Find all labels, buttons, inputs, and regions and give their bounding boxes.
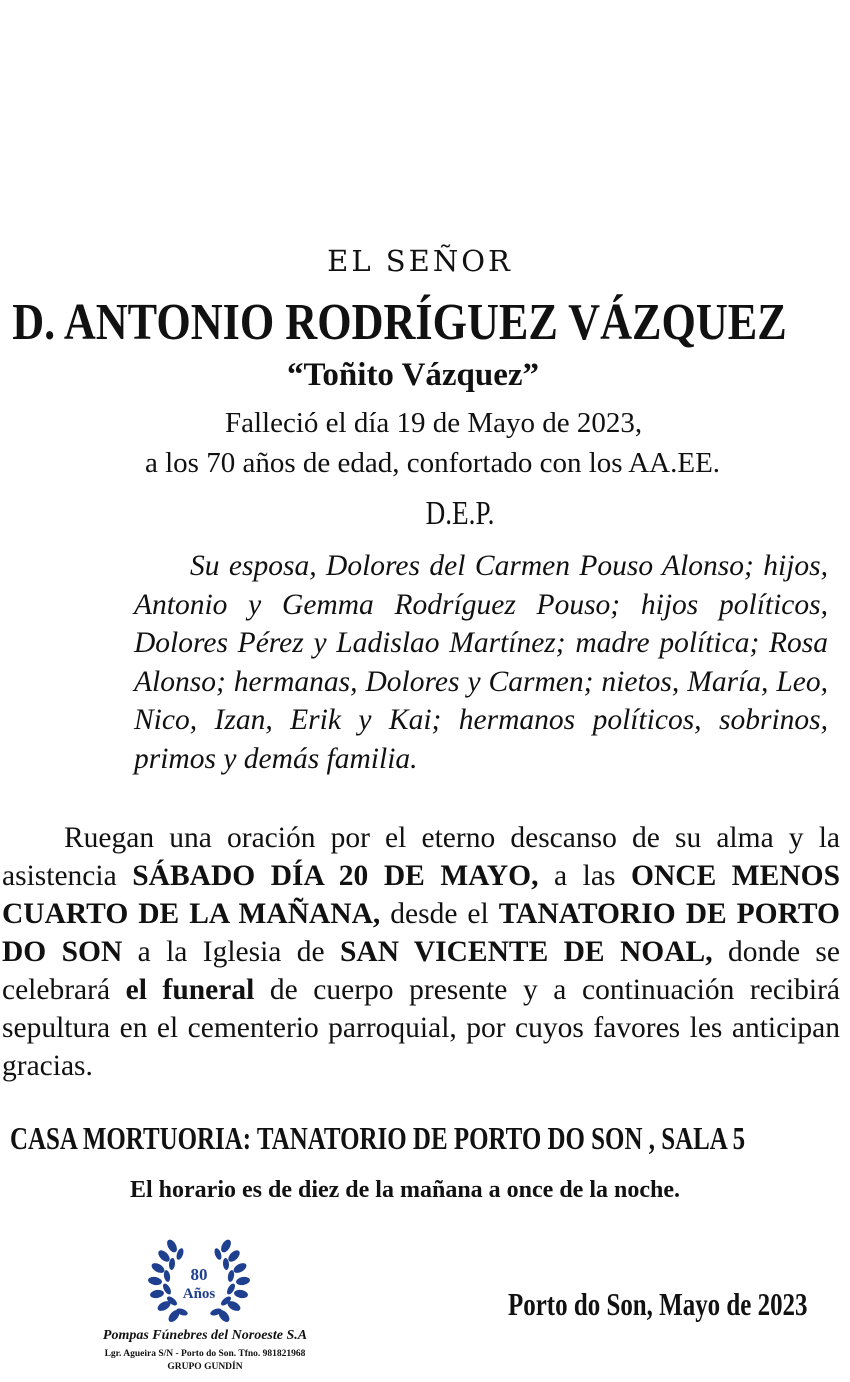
death-date-line: Falleció el día 19 de Mayo de 2023, [225,407,643,439]
service-date: SÁBADO DÍA 20 DE MAYO, [132,860,539,892]
age-line: a los 70 años de edad, confortado con los AA.EE. [145,447,721,479]
prayer-paragraph: Ruegan una oración por el eterno descanso de su alma y la asistencia SÁBADO DÍA 20 DE MAYO, a las ONCE MENOS CUARTO DE LA MAÑANA, desde el TANATORIO DE PORTO DO SON a la Iglesia de SAN VICENTE DE NOAL, donde se celebrará el funeral de cuerpo presente y a continuación recibirá sepultura en el cementerio parroquial, por cuyos favores les anticipan gracias. [2,822,840,1082]
heading: EL SEÑOR [327,244,513,278]
right-laurel-icon [209,1238,250,1324]
deceased-name: D. ANTONIO RODRÍGUEZ VÁZQUEZ [12,294,787,351]
funeral-word: el funeral [125,974,255,1006]
funeral-home-group: GRUPO GUNDÍN [167,1362,243,1372]
departure-place: TANATORIO DE PORTO DO SON [2,898,840,968]
place-date: Porto do Son, Mayo de 2023 [508,1286,808,1322]
family-paragraph: Su esposa, Dolores del Carmen Pouso Alonso; hijos, Antonio y Gemma Rodríguez Pouso; hijos políticos, Dolores Pérez y Ladislao Martínez; madre política; Rosa Alonso; hermanas, Dolores y Carmen; nietos, María, Leo, Nico, Izan, Erik y Kai; hermanos políticos, sobrinos, primos y demás familia. [134,550,828,775]
visiting-hours: El horario es de diez de la mañana a once de la noche. [130,1177,680,1203]
church-name: SAN VICENTE DE NOAL, [339,936,713,968]
rip-text: D.E.P. [425,495,495,532]
logo-word: Años [182,1286,216,1302]
service-time: ONCE MENOS CUARTO DE LA MAÑANA, [2,860,840,930]
left-laurel-icon [147,1238,188,1324]
laurel-wreath-logo [140,1236,258,1326]
funeral-home-address: Lgr. Agueira S/N - Porto do Son. Tfno. 981821968 [104,1349,306,1359]
wake-house: CASA MORTUORIA: TANATORIO DE PORTO DO SON , SALA 5 [10,1120,746,1156]
funeral-home-name: Pompas Fúnebres del Noroeste S.A [102,1328,308,1343]
nickname: “Toñito Vázquez” [286,357,540,393]
logo-number: 80 [190,1265,208,1284]
